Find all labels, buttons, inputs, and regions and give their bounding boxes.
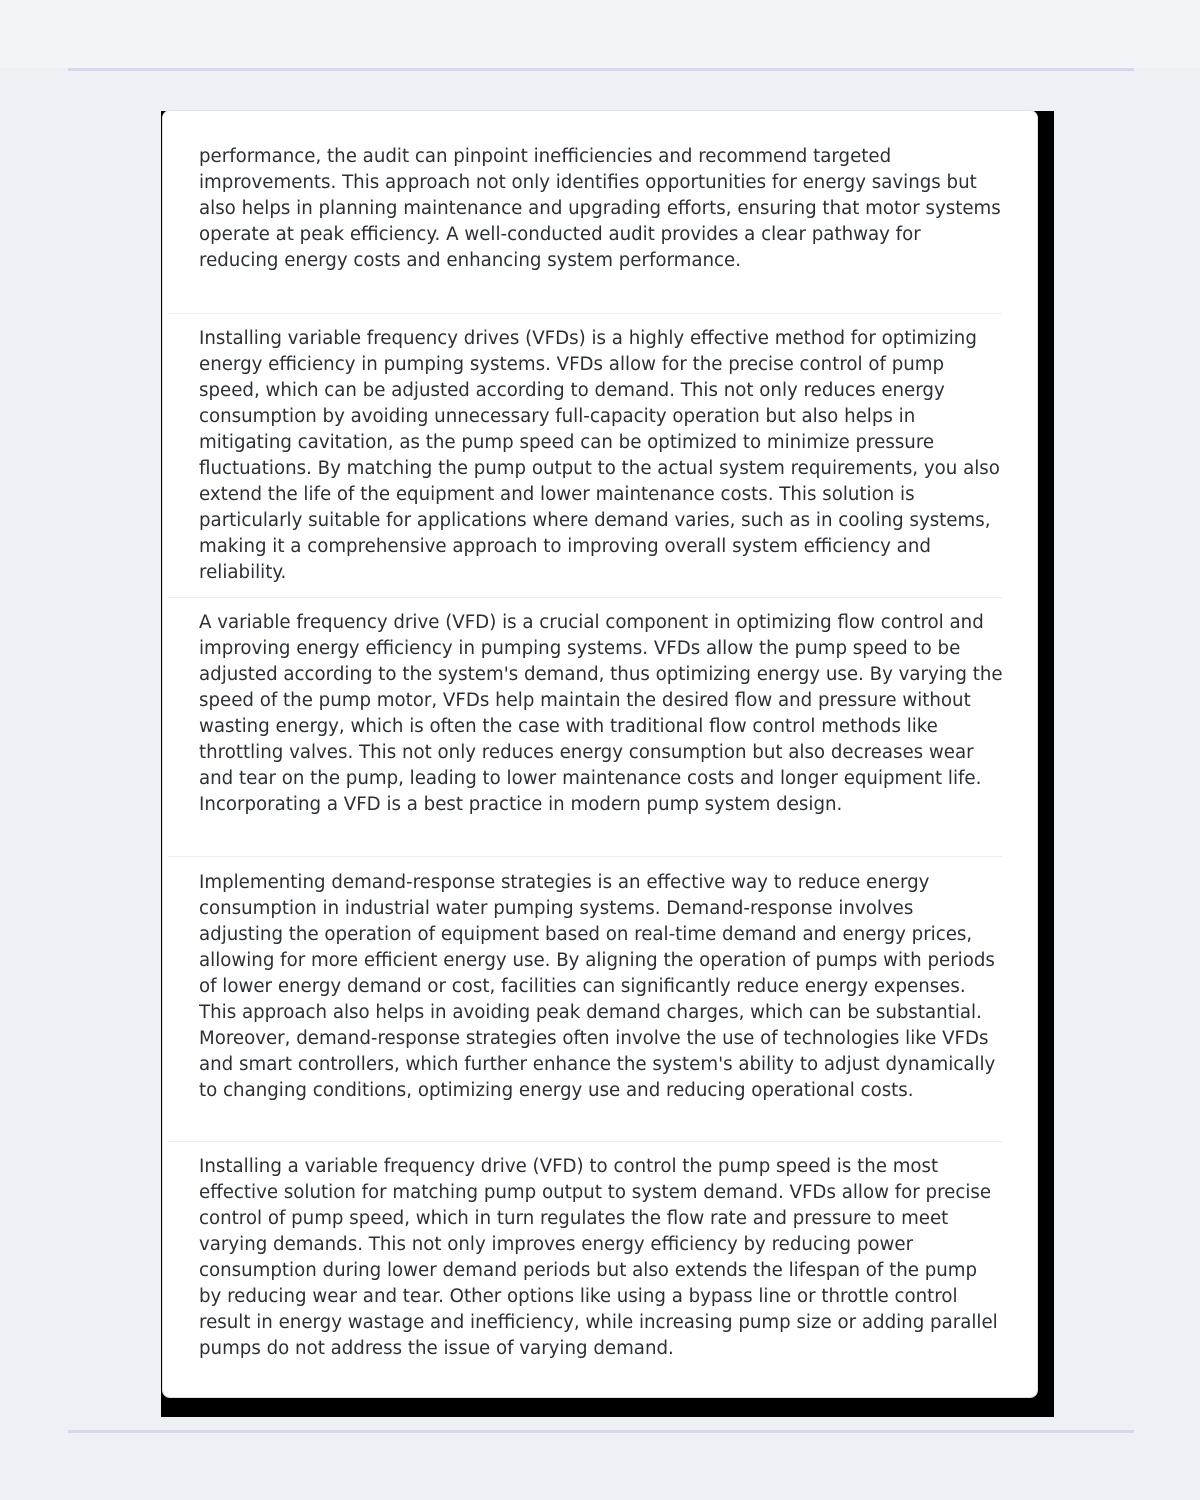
answer-section-5: Installing a variable frequency drive (VFD) to control the pump speed is the most effective solution for matching pump output to system demand. VFDs allow for precise control of pump speed, which in turn regulates the flow rate and pressure to meet varying demands. This not only improves energy efficiency by reducing power consumption during lower demand periods but also extends the lifespan of the pump by reducing wear and tear. Other options like using a bypass line or throttle control result in energy wastage and inefficiency, while increasing pump size or adding parallel pumps do not address the issue of varying demand. [199, 1156, 998, 1359]
bottom-divider-rule [68, 1430, 1134, 1433]
answer-section-1: performance, the audit can pinpoint inefficiencies and recommend targeted improvements. This approach not only identifies opportunities for energy savings but also helps in planning maintenance and upgrading efforts, ensuring that motor systems operate at peak efficiency. A well-conducted audit provides a clear pathway for reducing energy costs and enhancing system performance. [199, 146, 1001, 271]
answer-section-4: Implementing demand-response strategies is an effective way to reduce energy consumption in industrial water pumping systems. Demand-response involves adjusting the operation of equipment based on real-time demand and energy prices, allowing for more efficient energy use. By aligning the operation of pumps with periods of lower energy demand or cost, facilities can significantly reduce energy expenses. This approach also helps in avoiding peak demand charges, which can be substantial. Moreover, demand-response strategies often involve the use of technologies like VFDs and smart controllers, which further enhance the system's ability to adjust dynamically to changing conditions, optimizing energy use and reducing operational costs. [199, 872, 996, 1101]
section-divider [168, 597, 1002, 598]
section-divider [168, 1141, 1002, 1142]
section-divider [168, 856, 1002, 857]
answer-section-2: Installing variable frequency drives (VFDs) is a highly effective method for optimizing energy efficiency in pumping systems. VFDs allow for the precise control of pump speed, which can be adjusted according to demand. This not only reduces energy consumption by avoiding unnecessary full-capacity operation but also helps in mitigating cavitation, as the pump speed can be optimized to minimize pressure fluctuations. By matching the pump output to the actual system requirements, you also extend the life of the equipment and lower maintenance costs. This solution is particularly suitable for applications where demand varies, such as in cooling systems, making it a comprehensive approach to improving overall system efficiency and reliability. [199, 328, 1000, 583]
top-divider-rule [68, 68, 1134, 71]
section-divider [168, 313, 1002, 314]
document-card [162, 110, 1038, 1398]
answer-section-3: A variable frequency drive (VFD) is a crucial component in optimizing flow control and improving energy efficiency in pumping systems. VFDs allow the pump speed to be adjusted according to the system's demand, thus optimizing energy use. By varying the speed of the pump motor, VFDs help maintain the desired flow and pressure without wasting energy, which is often the case with traditional flow control methods like throttling valves. This not only reduces energy consumption but also decreases wear and tear on the pump, leading to lower maintenance costs and longer equipment life. Incorporating a VFD is a best practice in modern pump system design. [199, 612, 1003, 815]
top-band [0, 0, 1200, 68]
